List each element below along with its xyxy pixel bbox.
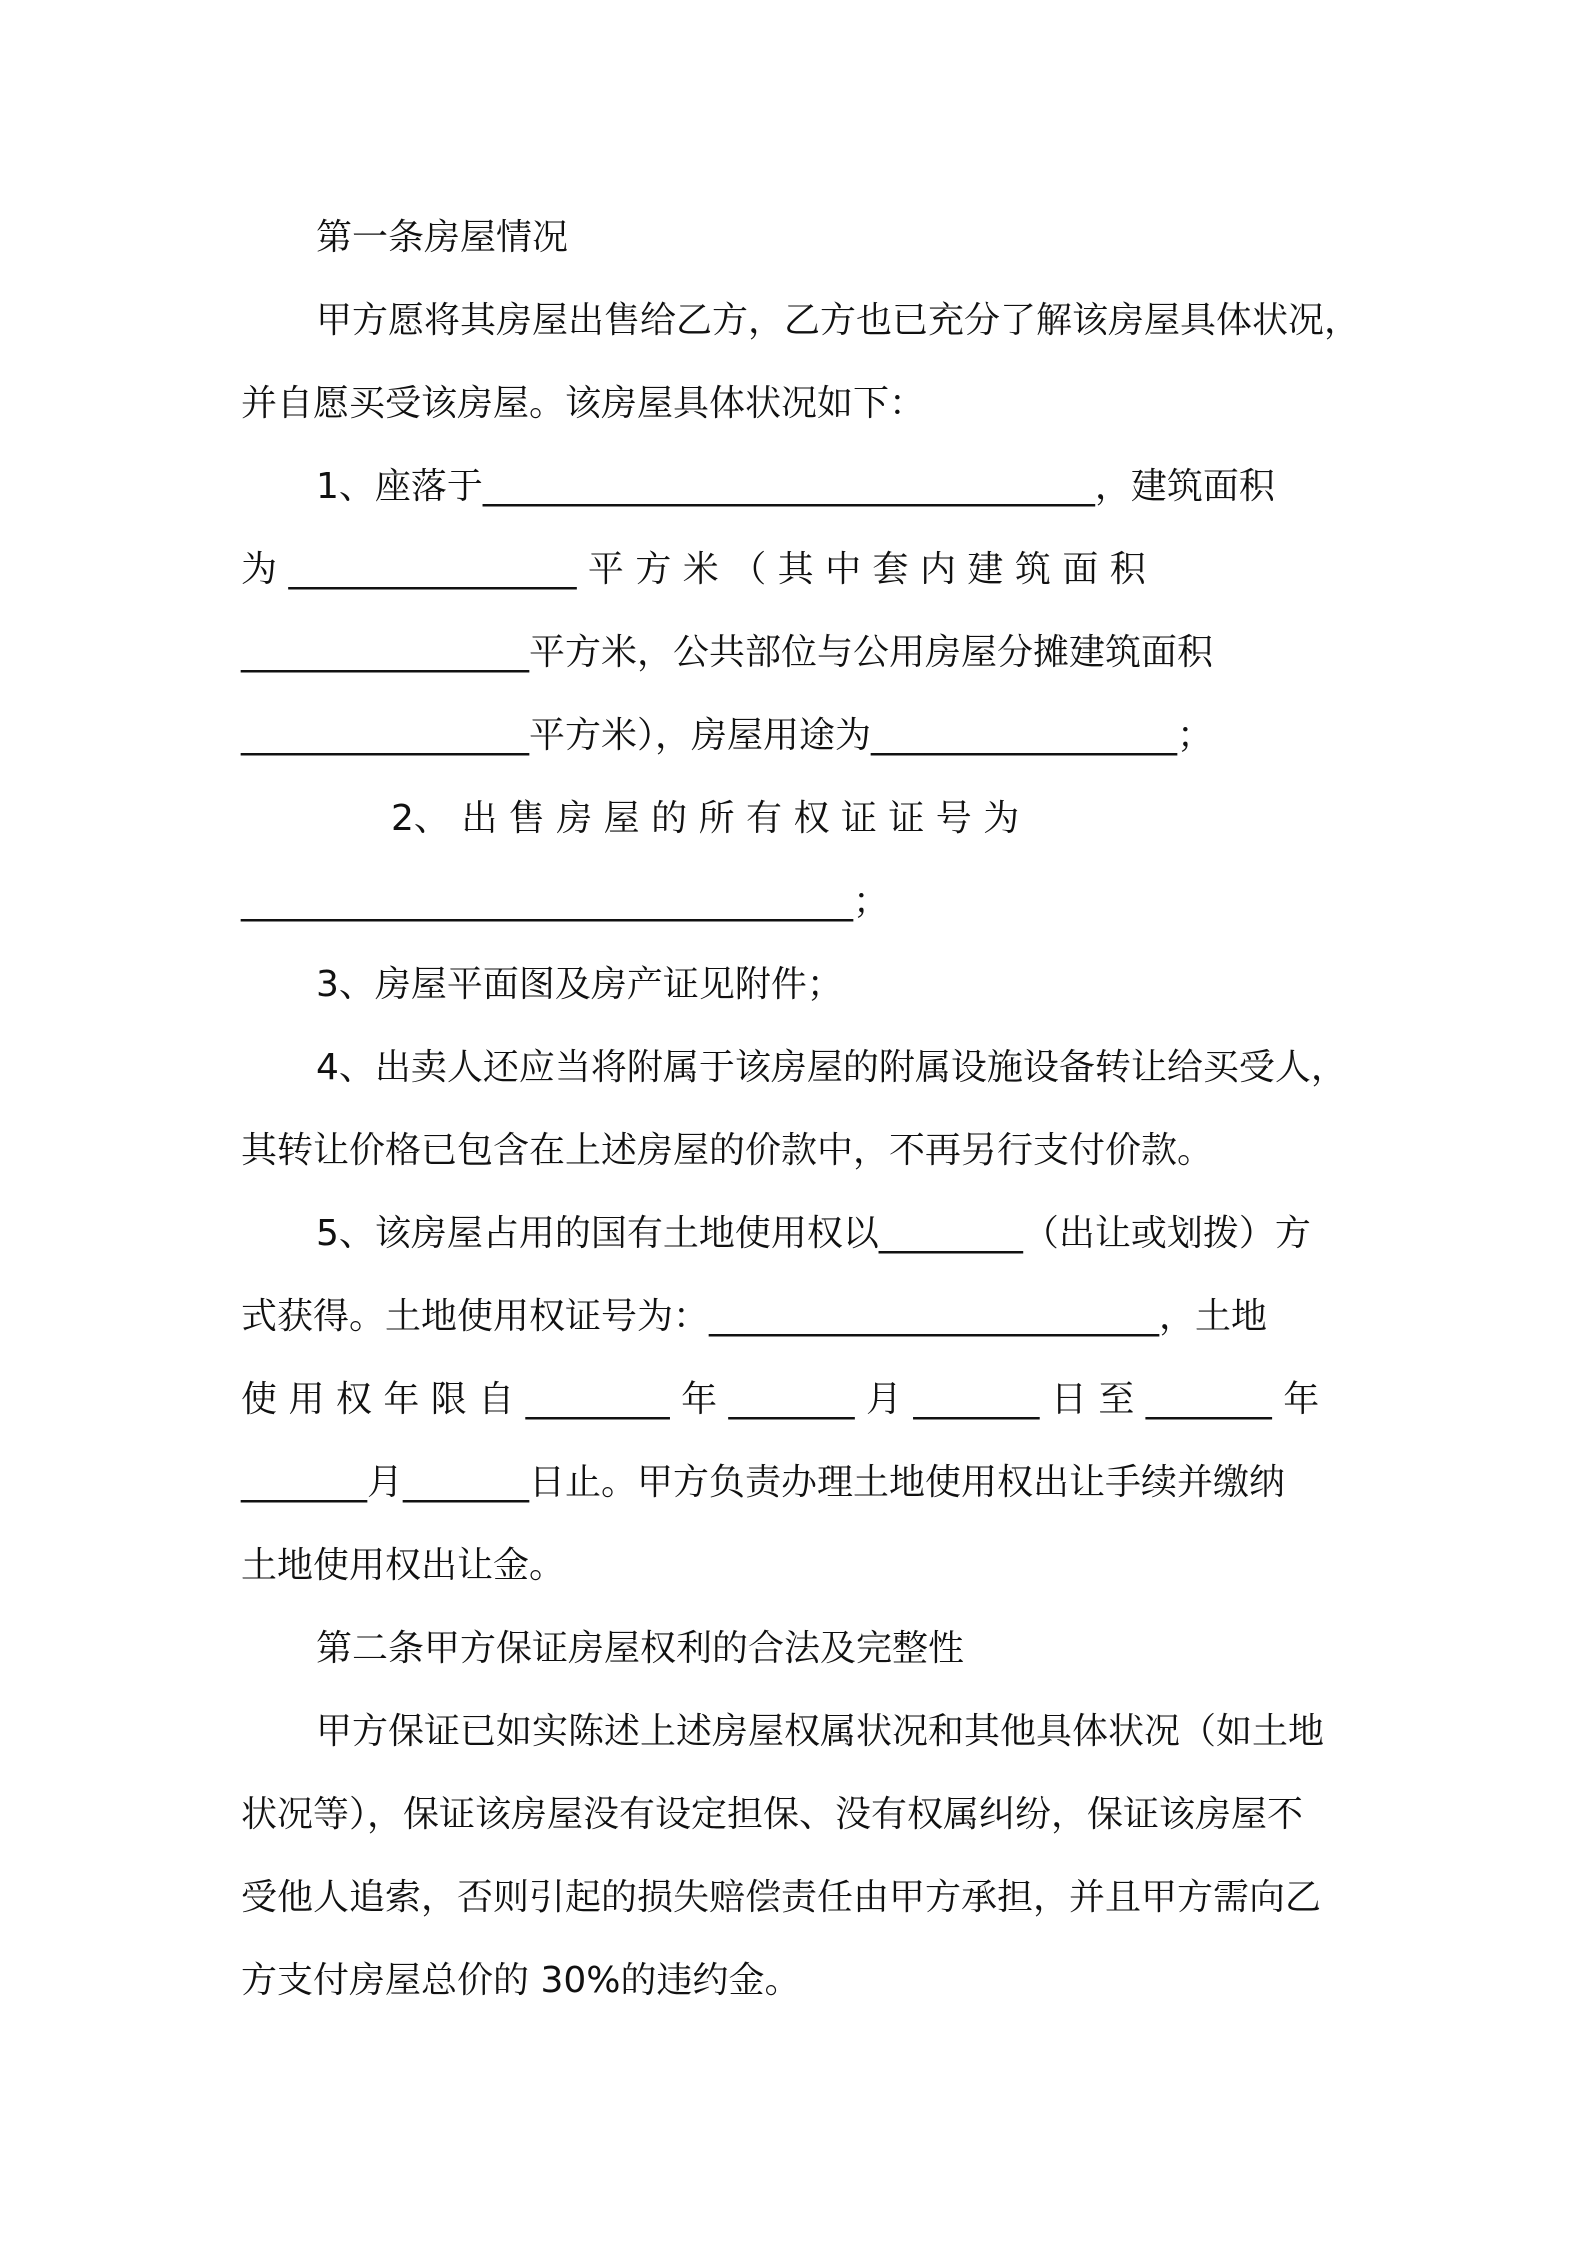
clause-5-line: 使 用 权 年 限 自 ________ 年 _______ 月 _______ 日 至 _______ 年	[241, 1379, 1320, 1420]
clause-2-line: __________________________________；	[241, 881, 889, 922]
document-body	[241, 196, 1361, 2022]
clause-1-line: 1、座落于__________________________________，建筑面积	[316, 466, 1275, 507]
clause-5-line: _______月_______日止。甲方负责办理土地使用权出让手续并缴纳	[241, 1462, 1286, 1503]
paragraph-line: 方支付房屋总价的 30%的违约金。	[241, 1960, 801, 2001]
clause-5-line: 5、该房屋占用的国有土地使用权以________（出让或划拨）方	[316, 1213, 1311, 1254]
clause-5-line: 土地使用权出让金。	[241, 1545, 566, 1586]
article-2-heading: 第二条甲方保证房屋权利的合法及完整性	[316, 1628, 965, 1669]
paragraph-line: 并自愿买受该房屋。该房屋具体状况如下：	[241, 383, 926, 424]
clause-4-line: 4、出卖人还应当将附属于该房屋的附属设施设备转让给买受人，	[316, 1047, 1347, 1088]
clause-2-line: 2、 出 售 房 屋 的 所 有 权 证 证 号 为	[391, 798, 1020, 839]
clause-1-line: ________________平方米，公共部位与公用房屋分摊建筑面积	[241, 632, 1214, 673]
article-1-heading: 第一条房屋情况	[316, 217, 569, 258]
paragraph-line: 状况等），保证该房屋没有设定担保、没有权属纠纷，保证该房屋不	[241, 1794, 1304, 1835]
paragraph-line: 受他人追索，否则引起的损失赔偿责任由甲方承担，并且甲方需向乙	[241, 1877, 1322, 1918]
paragraph-line: 甲方愿将其房屋出售给乙方，乙方也已充分了解该房屋具体状况，	[316, 300, 1361, 341]
clause-3-line: 3、房屋平面图及房产证见附件；	[316, 964, 843, 1005]
clause-1-line: ________________平方米），房屋用途为_________________；	[241, 715, 1214, 756]
clause-1-line: 为 ________________ 平 方 米 （ 其 中 套 内 建 筑 面 积	[241, 549, 1146, 590]
clause-5-line: 式获得。土地使用权证号为：_________________________，土地	[241, 1296, 1268, 1337]
paragraph-line: 甲方保证已如实陈述上述房屋权属状况和其他具体状况（如土地	[316, 1711, 1325, 1752]
clause-4-line: 其转让价格已包含在上述房屋的价款中，不再另行支付价款。	[241, 1130, 1214, 1171]
